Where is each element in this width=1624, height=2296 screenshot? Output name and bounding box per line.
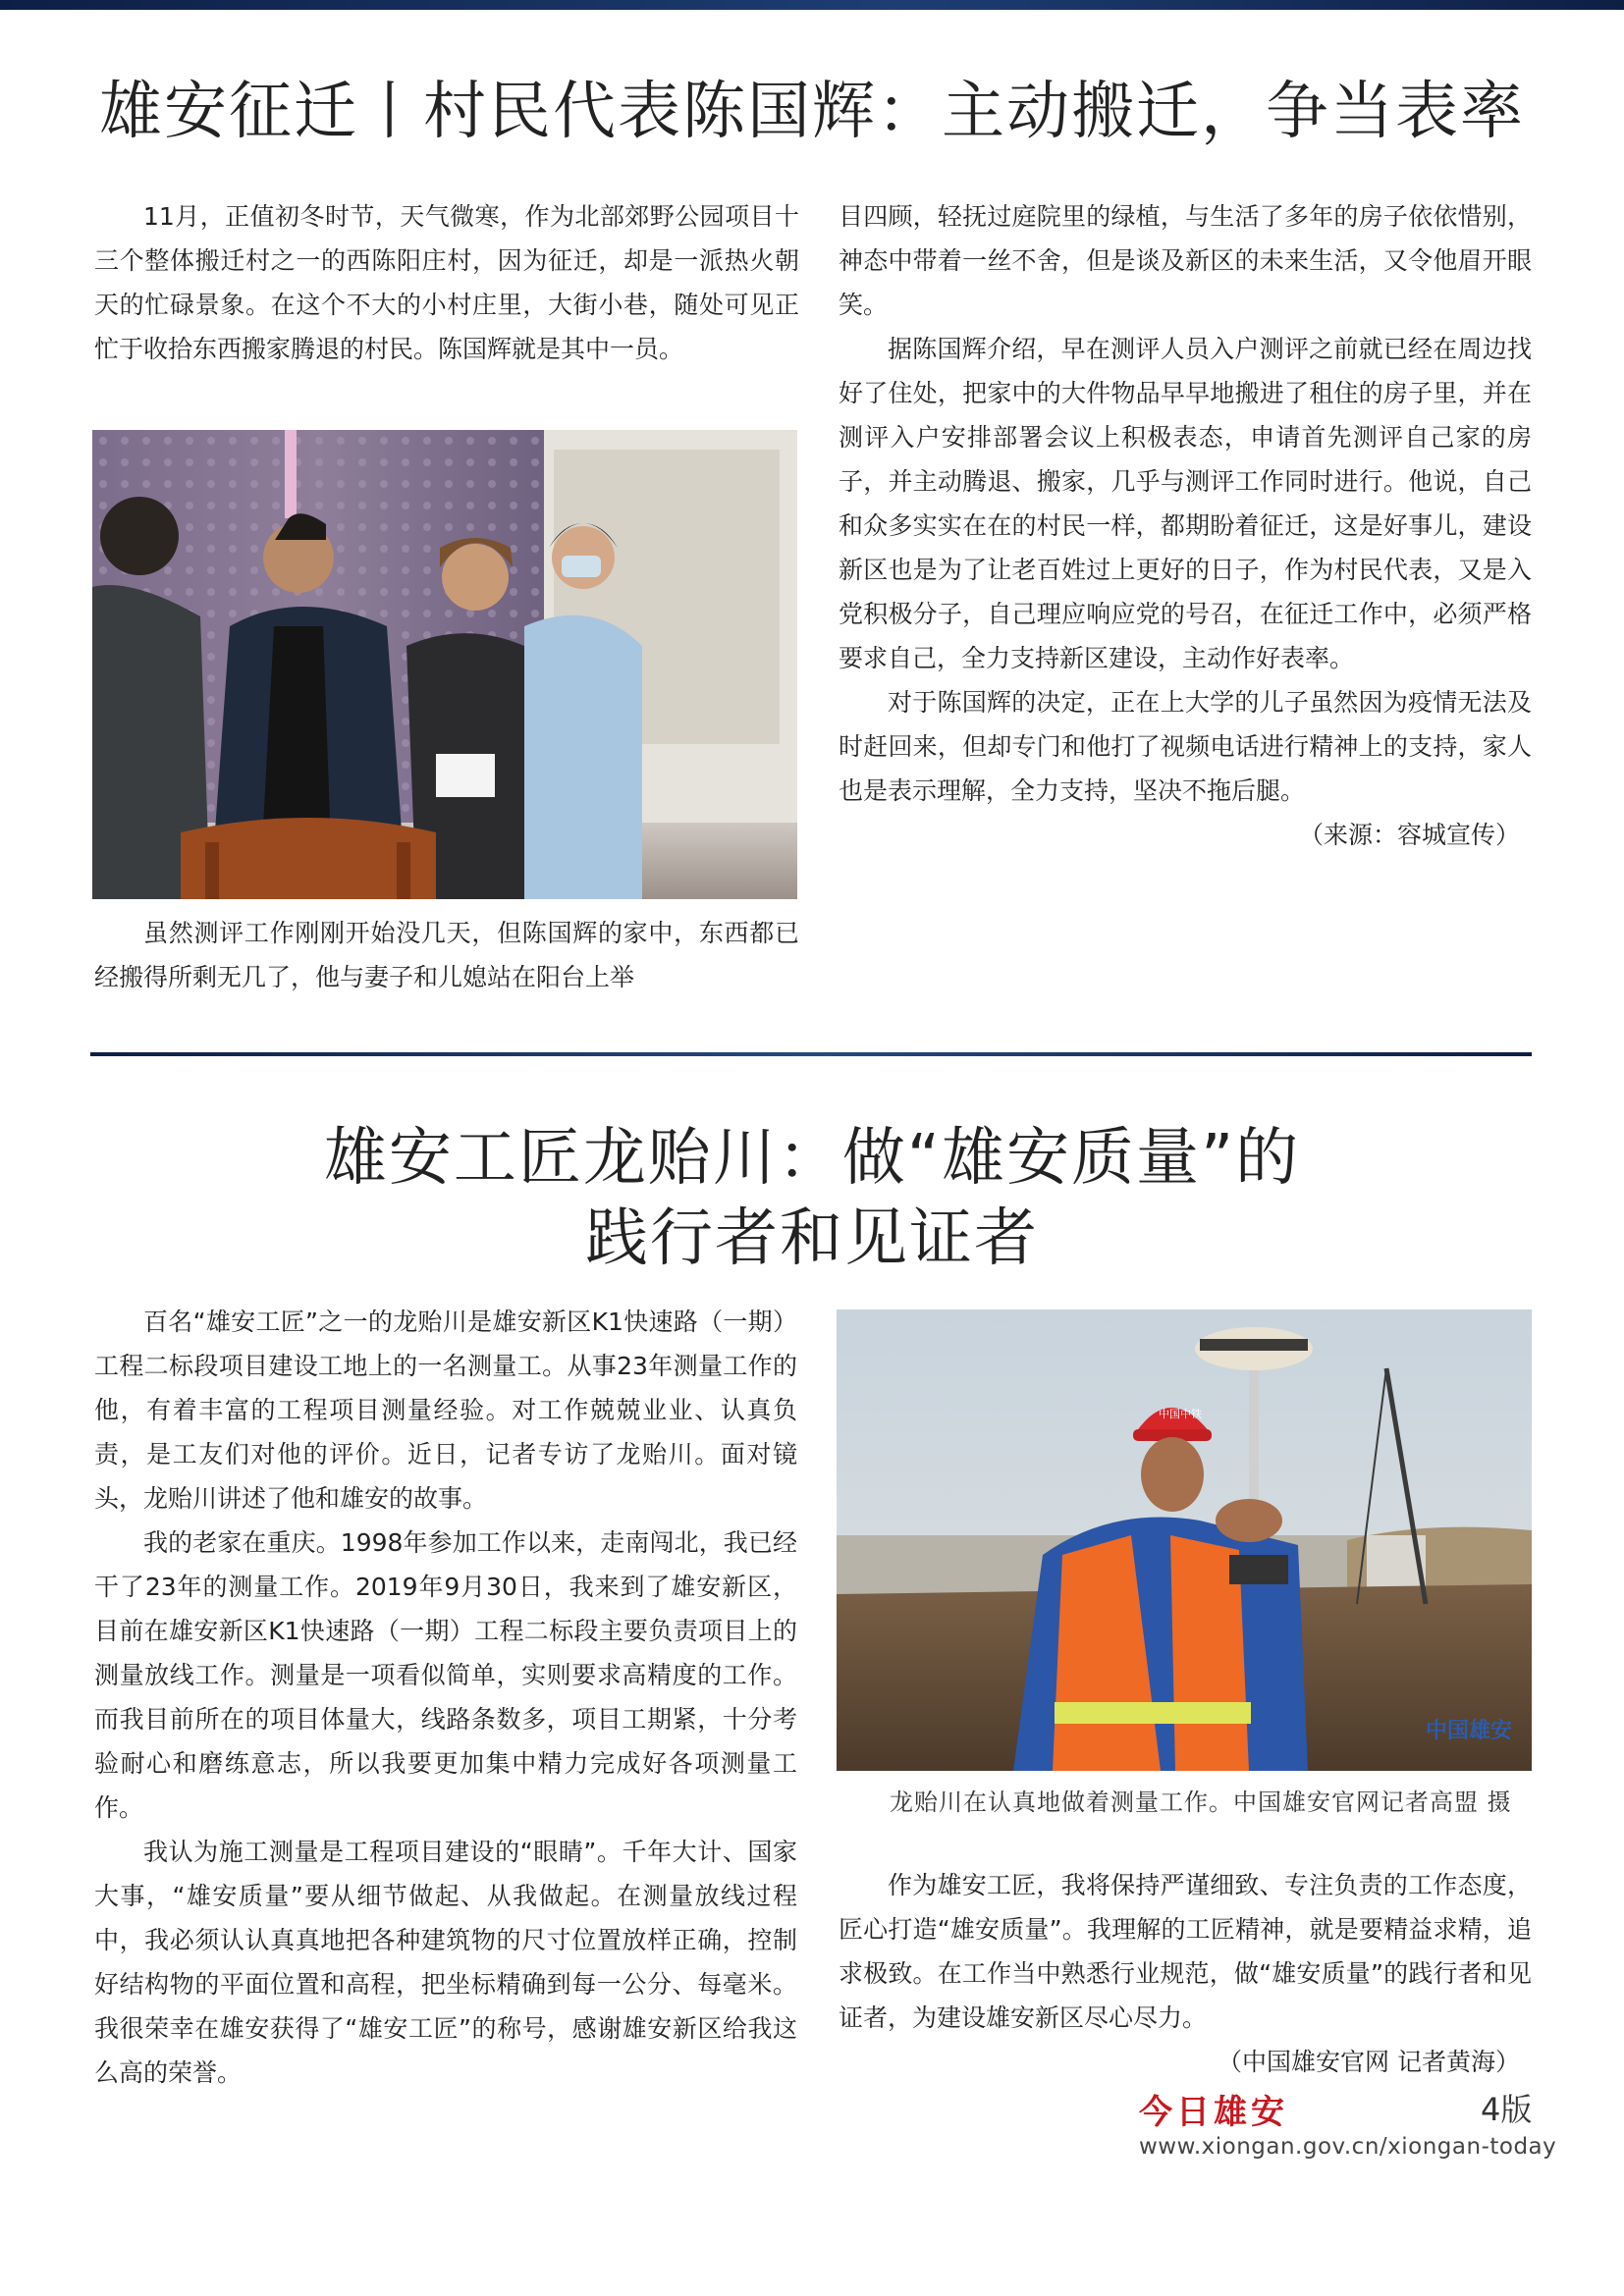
article1-right-paragraph-2: 对于陈国辉的决定，正在上大学的儿子虽然因为疫情无法及时赶回来，但却专门和他打了视频电话进行精神上的支持，家人也是表示理解，全力支持，坚决不拖后腿。 xyxy=(839,688,1532,805)
article1-right-paragraph-1: 据陈国辉介绍，早在测评人员入户测评之前就已经在周边找好了住处，把家中的大件物品早早地搬进了租住的房子里，并在测评入户安排部署会议上积极表态，申请首先测评自己家的房子，并主动腾退、搬家，几乎与测评工作同时进行。他说，自己和众多实实在在的村民一样，都期盼着征迁，这是好事儿，建设新区也是为了让老百姓过上更好的日子，作为村民代表，又是入党积极分子，自己理应响应党的号召，在征迁工作中，必须严格要求自己，全力支持新区建设，主动作好表率。 xyxy=(839,335,1532,672)
article1-right-column xyxy=(839,194,1532,857)
top-banner-bar xyxy=(0,0,1624,10)
article2-photo xyxy=(837,1309,1532,1771)
article1-left-column xyxy=(94,194,799,371)
article2-left-paragraph-2: 我的老家在重庆。1998年参加工作以来，走南闯北，我已经干了23年的测量工作。2019年9月30日，我来到了雄安新区，目前在雄安新区K1快速路（一期）工程二标段主要负责项目上的测量放线工作。测量是一项看似简单，实则要求高精度的工作。而我目前所在的项目体量大，线路条数多，项目工期紧，十分考验耐心和磨练意志，所以我要更加集中精力完成好各项测量工作。 xyxy=(94,1528,797,1822)
surveyor-photo-illustration xyxy=(837,1309,1532,1771)
article2-title-line2: 践行者和见证者 xyxy=(585,1202,1039,1275)
article2-photo-caption: 龙贻川在认真地做着测量工作。中国雄安官网记者高盟 摄 xyxy=(890,1789,1512,1816)
brand-logo-text: 今日雄安 xyxy=(1139,2093,1288,2132)
article1-source: （来源：容城宣传） xyxy=(1298,821,1520,849)
article1-left-paragraph-2: 虽然测评工作刚刚开始没几天，但陈国辉的家中，东西都已经搬得所剩无几了，他与妻子和儿媳站在阳台上举 xyxy=(94,919,799,991)
page-number: 4版 xyxy=(1481,2091,1533,2128)
section-divider xyxy=(90,1052,1532,1056)
article2-source: （中国雄安官网 记者黄海） xyxy=(1218,2048,1520,2076)
article2-right-column xyxy=(839,1863,1532,2084)
photo-watermark: 中国雄安 xyxy=(1426,1718,1513,1743)
article2-right-paragraph-1: 作为雄安工匠，我将保持严谨细致、专注负责的工作态度，匠心打造“雄安质量”。我理解的工匠精神，就是要精益求精，追求极致。在工作当中熟悉行业规范，做“雄安质量”的践行者和见证者，为建设雄安新区尽心尽力。 xyxy=(839,1871,1532,2032)
footer-url[interactable]: www.xiongan.gov.cn/xiongan-today xyxy=(1139,2134,1557,2160)
article1-title: 雄安征迁丨村民代表陈国辉：主动搬迁，争当表率 xyxy=(99,76,1525,148)
article2-left-column xyxy=(94,1300,797,2095)
article1-photo xyxy=(92,430,797,899)
article2-left-paragraph-1: 百名“雄安工匠”之一的龙贻川是雄安新区K1快速路（一期）工程二标段项目建设工地上的一名测量工。从事23年测量工作的他，有着丰富的工程项目测量经验。对工作兢兢业业、认真负责，是工友们对他的评价。近日，记者专访了龙贻川。面对镜头，龙贻川讲述了他和雄安的故事。 xyxy=(94,1308,797,1513)
article2-left-paragraph-3: 我认为施工测量是工程项目建设的“眼睛”。千年大计、国家大事，“雄安质量”要从细节做起、从我做起。在测量放线过程中，我必须认认真真地把各种建筑物的尺寸位置放样正确，控制好结构物的平面位置和高程，把坐标精确到每一公分、每毫米。我很荣幸在雄安获得了“雄安工匠”的称号，感谢雄安新区给我这么高的荣誉。 xyxy=(94,1838,797,2087)
article1-right-continuation: 目四顾，轻抚过庭院里的绿植，与生活了多年的房子依依惜别，神态中带着一丝不舍，但是谈及新区的未来生活，又令他眉开眼笑。 xyxy=(839,202,1532,319)
helmet-text: 中国中铁 xyxy=(1159,1408,1202,1420)
article2-title-line1: 雄安工匠龙贻川：做“雄安质量”的 xyxy=(323,1122,1301,1195)
article1-left-paragraph-1: 11月，正值初冬时节，天气微寒，作为北部郊野公园项目十三个整体搬迁村之一的西陈阳庄村，因为征迁，却是一派热火朝天的忙碌景象。在这个不大的小村庄里，大街小巷，随处可见正忙于收拾东西搬家腾退的村民。陈国辉就是其中一员。 xyxy=(94,202,799,363)
article1-left-after-photo xyxy=(94,911,799,999)
villagers-photo-illustration xyxy=(92,430,797,899)
